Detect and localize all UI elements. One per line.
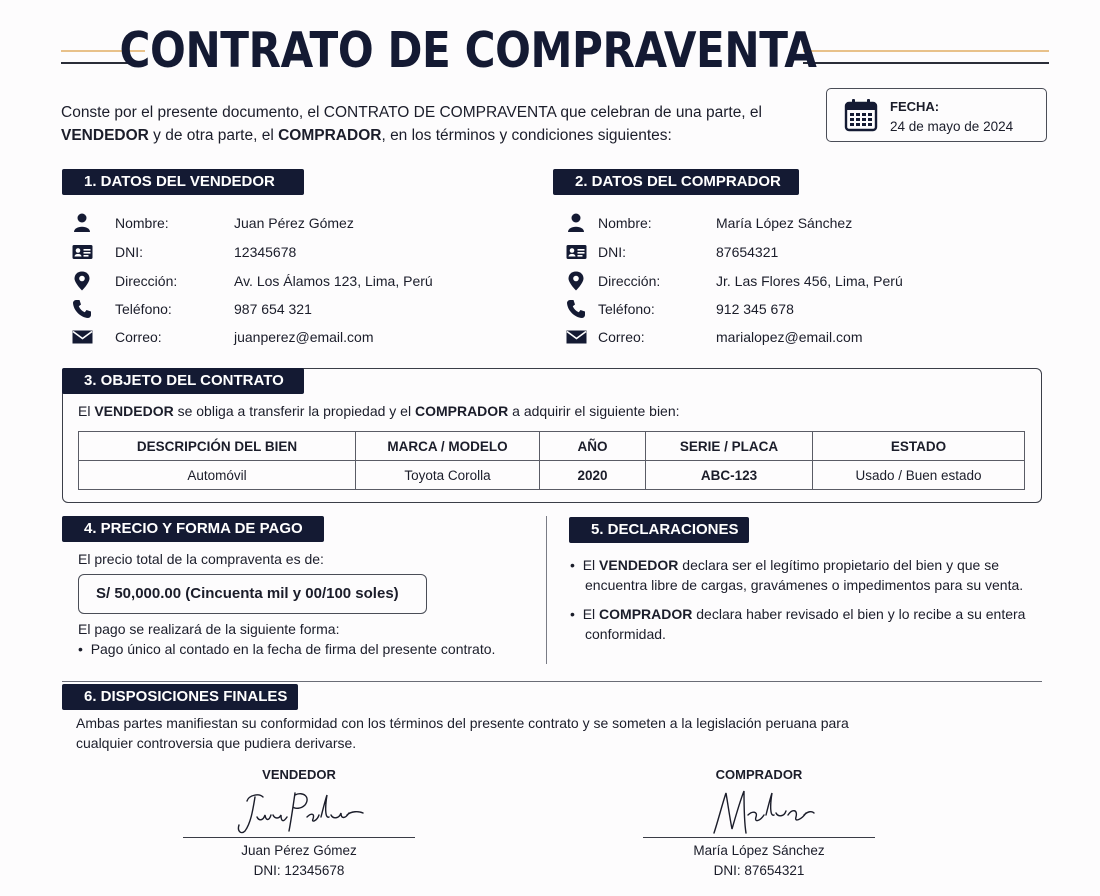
field-label: Correo:	[115, 329, 162, 345]
field-label: Dirección:	[115, 273, 178, 289]
id-card-icon	[72, 242, 94, 262]
seller-section-header: 1. DATOS DEL VENDEDOR	[62, 169, 304, 195]
column-divider	[546, 516, 547, 664]
table-header-row	[79, 432, 1025, 461]
declarations-section-header: 5. DECLARACIONES	[569, 517, 749, 543]
field-label: Dirección:	[598, 273, 661, 289]
field-value: 87654321	[716, 244, 779, 260]
buyer-signature-block	[643, 767, 875, 878]
column-header: MARCA / MODELO	[356, 432, 540, 461]
seller-address-row	[72, 271, 512, 291]
table-row	[79, 461, 1025, 490]
date-value: 24 de mayo de 2024	[890, 119, 1014, 134]
signature-line	[183, 837, 415, 838]
bullet-dot: •	[78, 641, 91, 657]
signature-name: María López Sánchez	[693, 843, 825, 858]
declaration-item-2: • El COMPRADOR declara haber revisado el bien y lo recibe a su entera conformidad.	[570, 606, 1026, 642]
column-header: DESCRIPCIÓN DEL BIEN	[79, 432, 356, 461]
field-label: DNI:	[115, 244, 143, 260]
seller-phone-row	[72, 299, 512, 319]
signature-role: COMPRADOR	[715, 767, 803, 782]
price-intro: El precio total de la compraventa es de:	[78, 551, 324, 567]
final-paragraph: Ambas partes manifiestan su conformidad con los términos del presente contrato y se someten a la legislación peruana para cualquier controversia que pudiera derivarse.	[76, 715, 849, 751]
field-label: Nombre:	[598, 215, 652, 231]
declaration-item-1: • El VENDEDOR declara ser el legítimo propietario del bien y que se encuentra libre de cargas, gravámenes o impedimentos para su venta.	[570, 557, 1024, 593]
buyer-name-row	[566, 213, 1026, 233]
field-value: juanperez@email.com	[234, 329, 374, 345]
seller-dni-row	[72, 242, 512, 262]
field-value: 987 654 321	[234, 301, 312, 317]
seller-signature	[233, 787, 373, 839]
field-label: Correo:	[598, 329, 645, 345]
object-section-header: 3. OBJETO DEL CONTRATO	[62, 368, 304, 394]
bullet-dot: •	[570, 557, 583, 573]
envelope-icon	[72, 327, 94, 347]
column-header: ESTADO	[813, 432, 1025, 461]
field-value: marialopez@email.com	[716, 329, 863, 345]
page-title: CONTRATO DE COMPRAVENTA	[119, 22, 817, 79]
table-cell: Automóvil	[79, 461, 356, 490]
price-amount-box: S/ 50,000.00 (Cincuenta mil y 00/100 soles)	[78, 574, 427, 614]
field-label: Nombre:	[115, 215, 169, 231]
field-label: Teléfono:	[115, 301, 172, 317]
buyer-section-header: 2. DATOS DEL COMPRADOR	[553, 169, 799, 195]
signature-name: Juan Pérez Gómez	[241, 843, 357, 858]
signature-dni: DNI: 87654321	[713, 863, 805, 878]
date-box	[826, 88, 1047, 142]
buyer-dni-row	[566, 242, 1026, 262]
final-section-header: 6. DISPOSICIONES FINALES	[62, 684, 298, 710]
seller-email-row	[72, 327, 512, 347]
field-value: Juan Pérez Gómez	[234, 215, 354, 231]
table-cell: Usado / Buen estado	[813, 461, 1025, 490]
property-table	[78, 431, 1025, 490]
location-pin-icon	[72, 271, 94, 291]
field-value: María López Sánchez	[716, 215, 853, 231]
buyer-phone-row	[566, 299, 1026, 319]
seller-signature-block	[183, 767, 415, 878]
table-cell: ABC-123	[646, 461, 813, 490]
location-pin-icon	[566, 271, 588, 291]
table-cell: 2020	[540, 461, 646, 490]
signature-dni: DNI: 12345678	[253, 863, 345, 878]
payment-bullet: • Pago único al contado en la fecha de firma del presente contrato.	[78, 641, 496, 657]
phone-icon	[72, 299, 94, 319]
price-section-header: 4. PRECIO Y FORMA DE PAGO	[62, 516, 324, 542]
person-icon	[72, 213, 94, 233]
seller-name-row	[72, 213, 512, 233]
payment-form-intro: El pago se realizará de la siguiente forma:	[78, 621, 340, 637]
id-card-icon	[566, 242, 588, 262]
bullet-dot: •	[570, 606, 583, 622]
column-header: SERIE / PLACA	[646, 432, 813, 461]
field-value: Av. Los Álamos 123, Lima, Perú	[234, 273, 433, 289]
object-intro: El VENDEDOR se obliga a transferir la propiedad y el COMPRADOR a adquirir el siguiente bien:	[78, 403, 680, 419]
signature-line	[643, 837, 875, 838]
envelope-icon	[566, 327, 588, 347]
phone-icon	[566, 299, 588, 319]
column-header: AÑO	[540, 432, 646, 461]
intro-paragraph: Conste por el presente documento, el CONTRATO DE COMPRAVENTA que celebran de una parte, el VENDEDOR y de otra parte, el COMPRADOR, en los términos y condiciones siguientes:	[61, 104, 762, 144]
buyer-signature	[708, 785, 818, 839]
signature-role: VENDEDOR	[262, 767, 336, 782]
table-cell: Toyota Corolla	[356, 461, 540, 490]
field-value: 912 345 678	[716, 301, 794, 317]
field-value: Jr. Las Flores 456, Lima, Perú	[716, 273, 903, 289]
calendar-icon	[844, 98, 878, 132]
date-label: FECHA:	[890, 99, 940, 114]
field-label: Teléfono:	[598, 301, 655, 317]
field-value: 12345678	[234, 244, 297, 260]
final-section-rule	[62, 681, 1042, 682]
person-icon	[566, 213, 588, 233]
buyer-email-row	[566, 327, 1026, 347]
buyer-address-row	[566, 271, 1026, 291]
field-label: DNI:	[598, 244, 626, 260]
